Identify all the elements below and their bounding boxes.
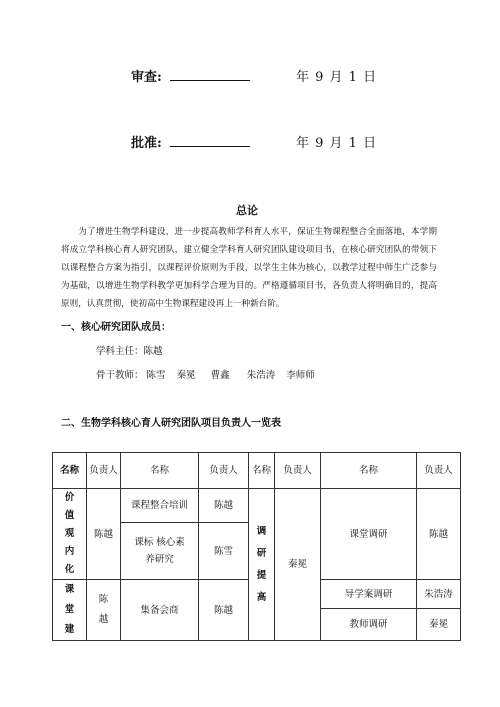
backbone-member: 李师师 — [286, 370, 315, 381]
backbone-label: 骨干教师： — [96, 370, 144, 381]
team-members-heading: 一、核心研究团队成员： — [61, 322, 171, 333]
group-leader-cell: 陈越 — [87, 489, 121, 580]
header-cell: 名称 — [53, 453, 87, 489]
header-cell: 负责人 — [87, 453, 121, 489]
item-leader-cell: 陈越 — [199, 489, 249, 523]
section-title: 总论 — [236, 204, 258, 217]
item-name-cell: 教师调研 — [321, 609, 417, 641]
subject-director-line: 学科主任：陈越 — [96, 346, 163, 357]
header-cell: 负责人 — [417, 453, 461, 489]
leaders-table — [52, 452, 461, 641]
review-signature-line — [170, 66, 250, 81]
approve-label: 批准: — [131, 136, 162, 151]
backbone-member: 陈雪 — [146, 370, 166, 381]
approve-date: 年 9 月 1 日 — [296, 136, 378, 151]
item-name-cell: 集备会商 — [121, 580, 199, 641]
group-name-cell: 调研提高 — [249, 489, 275, 641]
group-leader-cell: 秦冕 — [275, 489, 321, 641]
backbone-member: 秦冕 — [176, 370, 196, 381]
header-cell: 名称 — [249, 453, 275, 489]
item-leader-cell: 朱浩涛 — [417, 580, 461, 609]
leaders-table-heading: 二、生物学科核心育人研究团队项目负责人一览表 — [61, 418, 281, 429]
item-name-cell: 课程整合培训 — [121, 489, 199, 523]
backbone-member: 曹鑫 — [210, 370, 230, 381]
backbone-member: 朱浩涛 — [246, 370, 276, 381]
header-cell: 负责人 — [275, 453, 321, 489]
intro-paragraph: 为了增进生物学科建设，进一步提高教师学科育人水平，保证生物课程整合全面落地，本学期将成立学科核心育人研究团队，建立健全学科育人研究团队建设项目书，在核心研究团队的带领下以课程整合方案为指引，以课程评价原则为手段，以学生主体为核心，以教学过程中师生广泛参与为基础，以增进生物学科教学更加科学合理为目的。严格遵循项目书，各负责人将明确目的，提高原则，认真贯彻，使初高中生物课程建设再上一种新台阶。 — [61, 227, 437, 309]
header-cell: 名称 — [321, 453, 417, 489]
item-leader-cell: 陈越 — [199, 580, 249, 641]
table-header-row — [53, 453, 461, 489]
item-name-cell: 课标 核心素养研究 — [121, 523, 199, 580]
backbone-teachers-line — [96, 367, 315, 381]
review-label: 审查: — [131, 70, 162, 85]
table-row — [53, 489, 461, 523]
item-leader-cell: 陈雪 — [199, 523, 249, 580]
item-name-cell: 导学案调研 — [321, 580, 417, 609]
item-leader-cell: 秦冕 — [417, 609, 461, 641]
group-name-cell: 课堂建 — [53, 580, 87, 641]
review-date: 年 9 月 1 日 — [296, 70, 378, 85]
group-leader-cell: 陈越 — [87, 580, 121, 641]
approve-signature-line — [170, 132, 250, 147]
item-leader-cell: 陈越 — [417, 489, 461, 580]
header-cell: 负责人 — [199, 453, 249, 489]
header-cell: 名称 — [121, 453, 199, 489]
item-name-cell: 课堂调研 — [321, 489, 417, 580]
group-name-cell: 价值观内化 — [53, 489, 87, 580]
